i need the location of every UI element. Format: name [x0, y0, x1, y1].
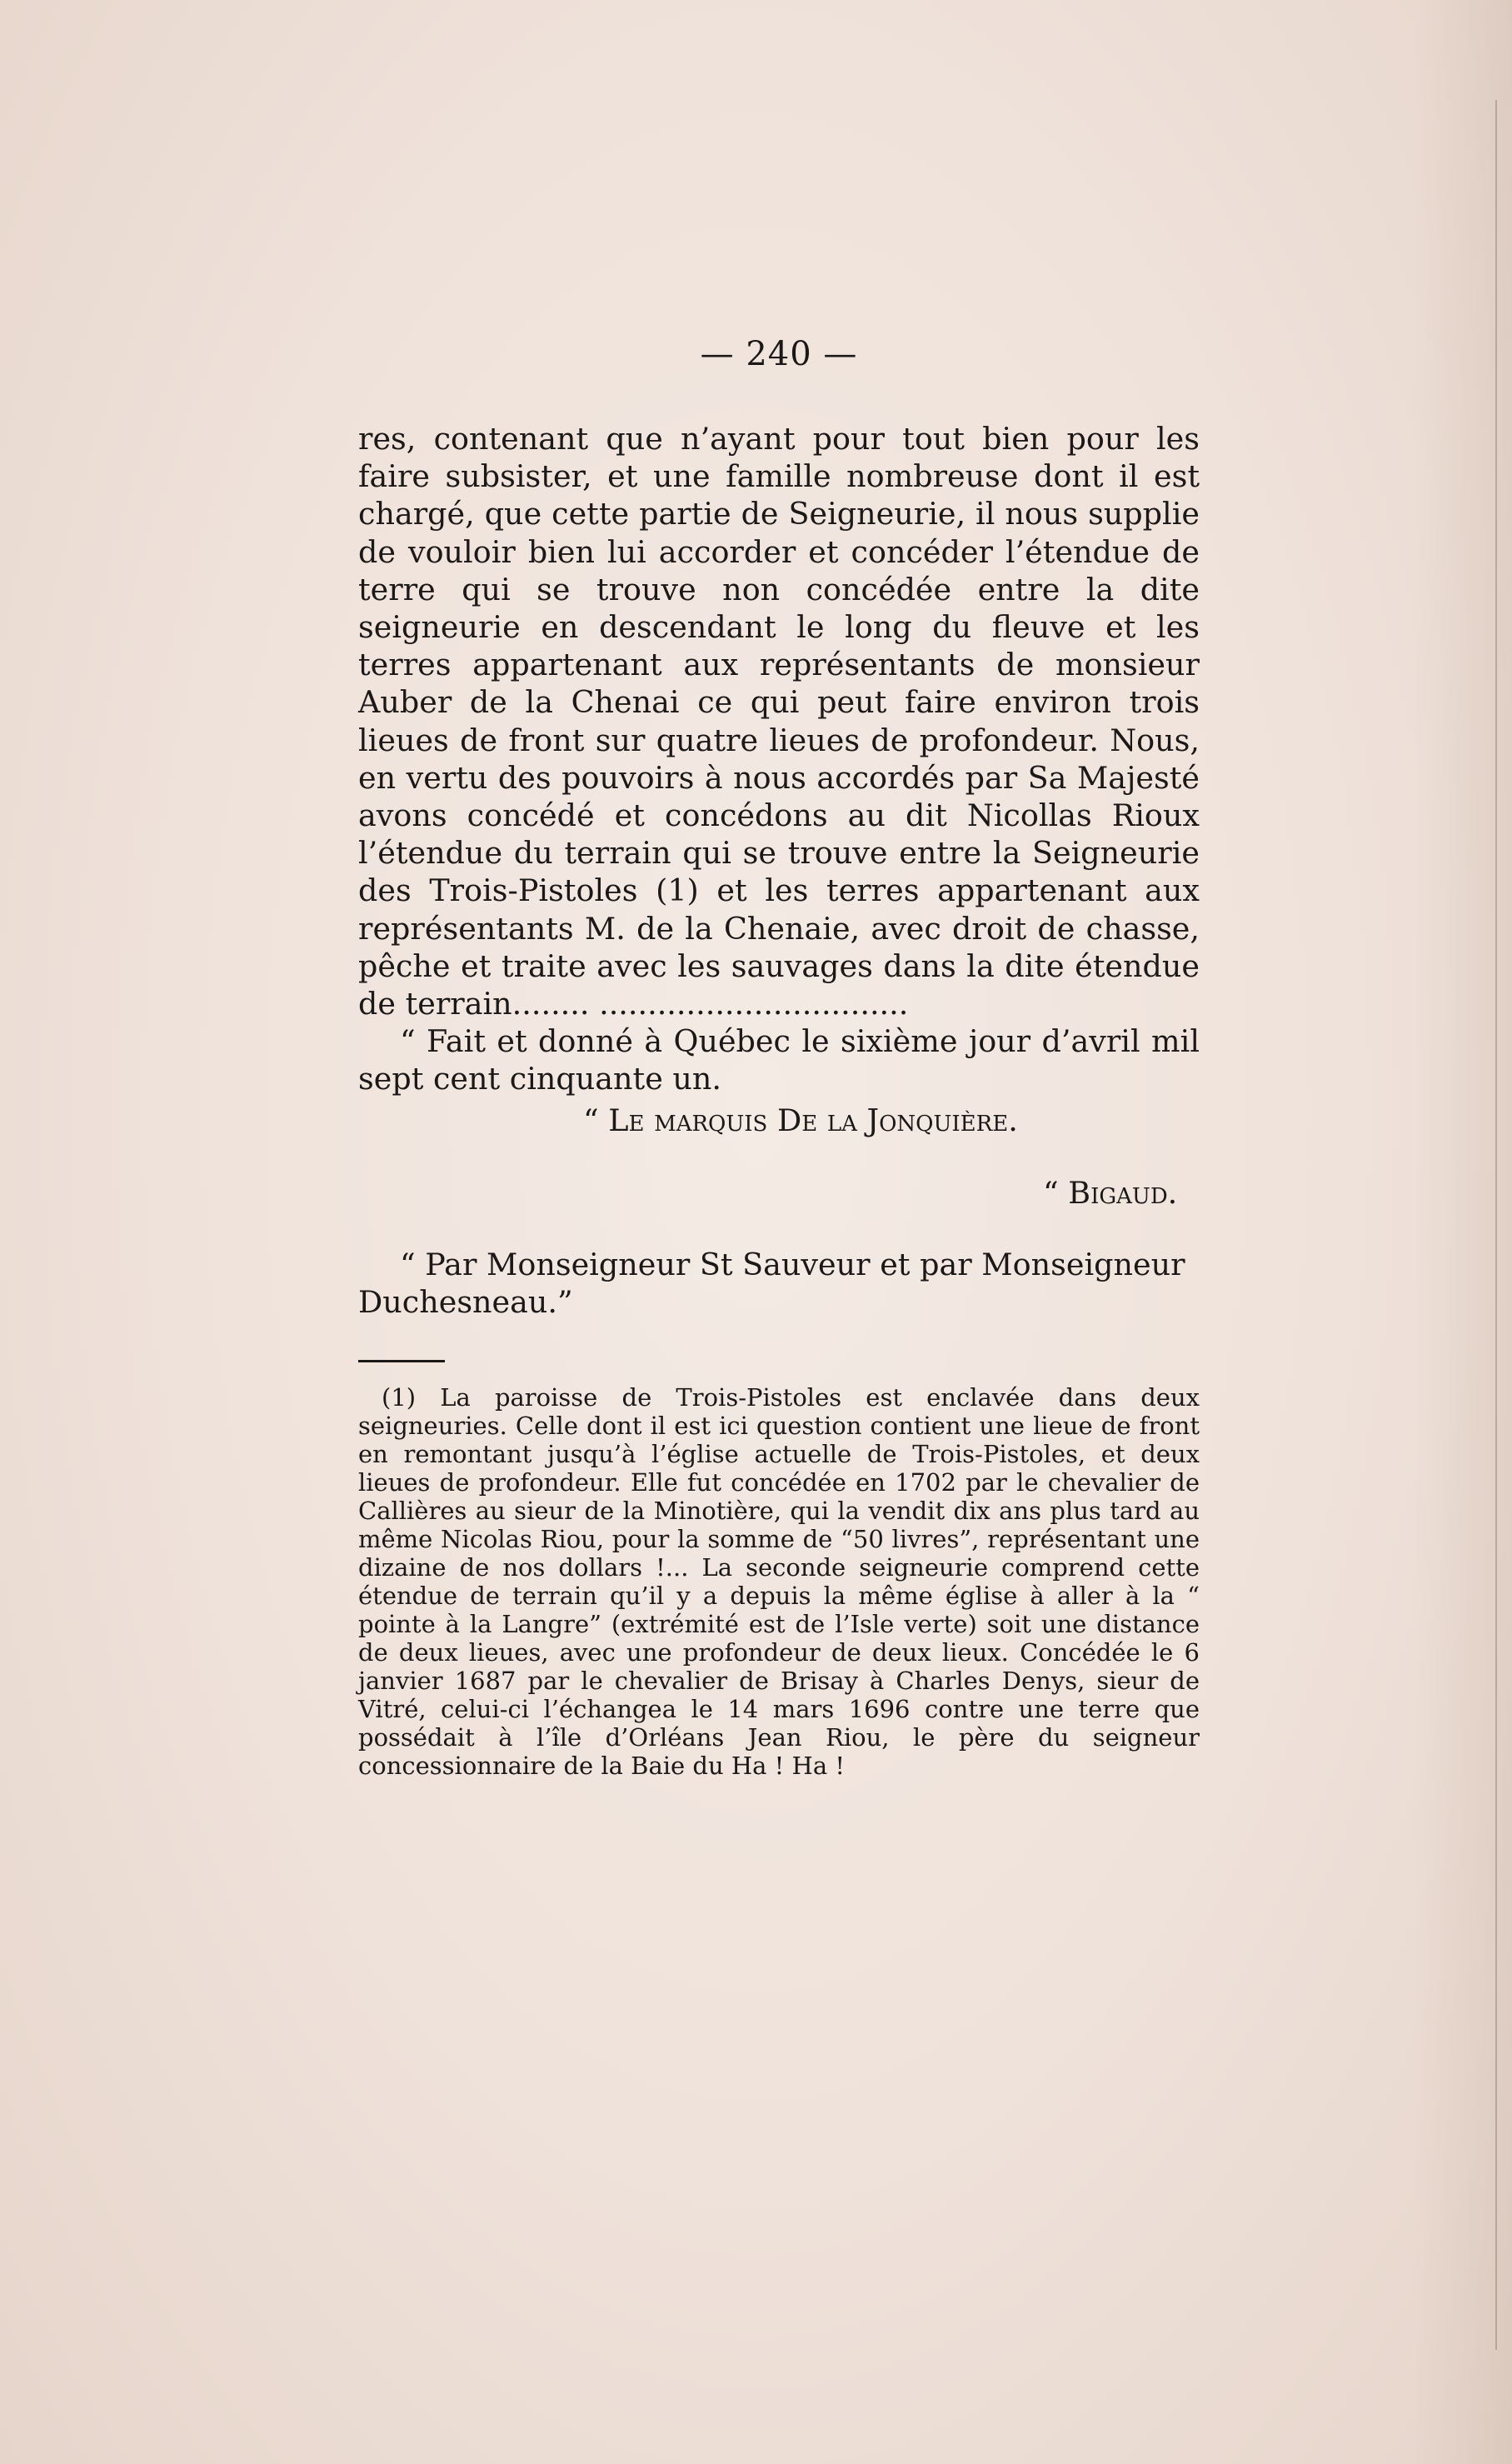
page-fold-line — [1495, 100, 1497, 2350]
footnote: (1) La paroisse de Trois-Pistoles est enclavée dans deux seigneuries. Celle dont il est ici question contient une lieue de front en remontant jusqu’à l’église actuelle de Trois-Pistoles, et deux lieues de profondeur. Elle fut concédée en 1702 par le chevalier de Callières au sieur de la Minotière, qui la vendit dix ans plus tard au même Nicolas Riou, pour la somme de “50 livres”, représentant une dizaine de nos dollars !... La seconde seigneurie comprend cette étendue de terrain qu’il y a depuis la même église à aller à la “ pointe à la Langre” (extrémité est de l’Isle verte) soit une distance de deux lieues, avec une profondeur de deux lieux. Concédée le 6 janvier 1687 par le chevalier de Brisay à Charles Denys, sieur de Vitré, celui-ci l’échangea le 14 mars 1696 contre une terre que possédait à l’île d’Orléans Jean Riou, le père du seigneur concessionnaire de la Baie du Ha ! Ha ! — [358, 1383, 1200, 1780]
closing-line: “ Par Monseigneur St Sauveur et par Monseigneur Duchesneau.” — [358, 1247, 1185, 1321]
page-number: — 240 — — [700, 335, 858, 373]
page-edge-shadow — [1412, 0, 1512, 2464]
paragraph-date: “ Fait et donné à Québec le sixième jour d’avril mil sept cent cinquante un. — [358, 1023, 1200, 1097]
footnote-divider — [358, 1360, 445, 1362]
body-text — [358, 420, 1200, 1098]
signature-bigaud: “ Bigaud. — [1043, 1175, 1178, 1211]
paragraph-concession: res, contenant que n’ayant pour tout bien pour les faire subsister, et une famille nombreuse dont il est chargé, que cette partie de Seigneurie, il nous supplie de vouloir bien lui accorder et concéder l’étendue de terre qui se trouve non concédée entre la dite seigneurie en descendant le long du fleuve et les terres appartenant aux représentants de monsieur Auber de la Chenai ce qui peut faire environ trois lieues de front sur quatre lieues de profondeur. Nous, en vertu des pouvoirs à nous accordés par Sa Majesté avons concédé et concédons au dit Nicollas Rioux l’étendue du terrain qui se trouve entre la Seigneurie des Trois-Pistoles (1) et les terres appartenant aux représentants M. de la Chenaie, avec droit de chasse, pêche et traite avec les sauvages dans la dite étendue de terrain........ ................................ — [358, 421, 1200, 1022]
signature-jonquiere: “ Le marquis De la Jonquière. — [583, 1102, 1018, 1138]
